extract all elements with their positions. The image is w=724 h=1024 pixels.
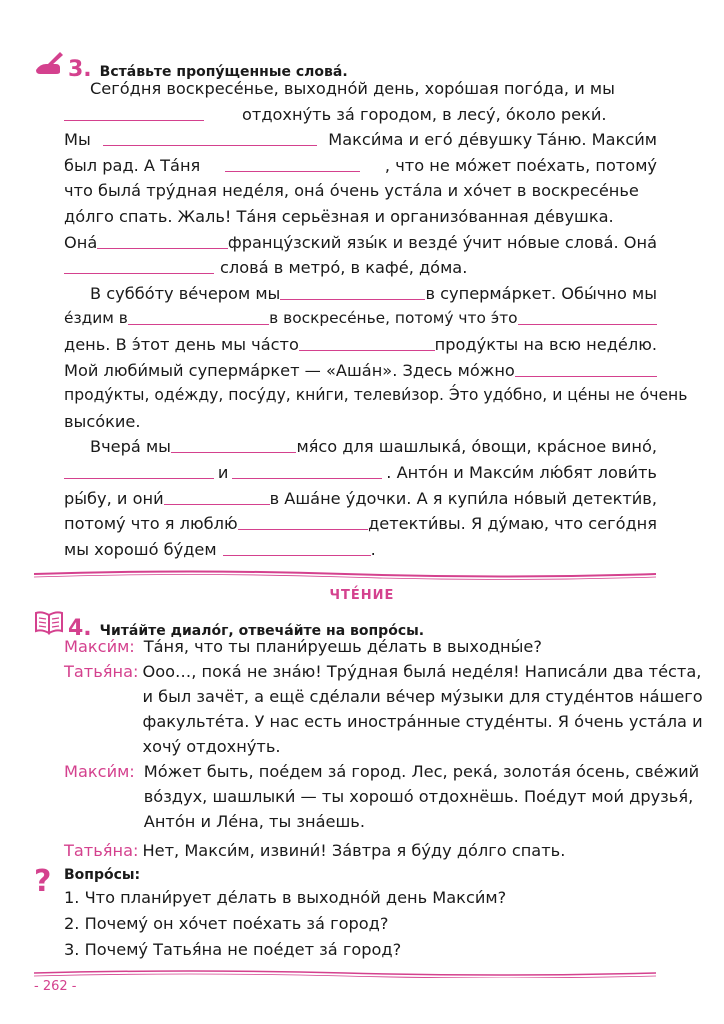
blank-field[interactable] (128, 306, 269, 325)
speech-text (144, 759, 699, 834)
text-line (64, 230, 657, 256)
blank-field[interactable] (238, 511, 368, 530)
blank-field[interactable] (171, 434, 296, 453)
blank-field[interactable] (103, 127, 317, 146)
text-segment: Сего́дня воскресе́нье, выходно́й день, хоро́шая пого́да, и мы (90, 79, 615, 98)
speech-line: Нет, Макси́м, извини́! За́втра я бу́ду до́лго спать. (142, 841, 566, 860)
blank-field[interactable] (64, 102, 204, 121)
exercise-title: Вста́вьте пропу́щенные слова́. (99, 64, 348, 80)
speaker-label: Татья́на: (64, 662, 139, 681)
question-item: 3. Почему́ Татья́на не пое́дет за́ город? (64, 940, 402, 959)
text-segment: . Анто́н и Макси́м лю́бят лови́ть (386, 462, 657, 482)
speech-line: Анто́н и Ле́на, ты зна́ешь. (143, 812, 365, 831)
text-line (64, 102, 657, 128)
text-segment: был рад. А Та́ня (64, 155, 201, 175)
speech-text (142, 659, 702, 759)
text-line (64, 537, 657, 563)
blank-field[interactable] (518, 306, 657, 325)
section-title: ЧТЕ́НИЕ (329, 588, 395, 603)
blank-field[interactable] (515, 358, 657, 377)
text-line (64, 409, 657, 435)
speech-line: факульте́та. У нас есть иностра́нные студе́нты. Я о́чень уста́ла и (142, 712, 703, 731)
text-segment: . (370, 539, 376, 559)
dialog-turn (64, 634, 664, 659)
text-segment: Мой люби́мый суперма́ркет — «Аша́н». Здесь мо́жно (64, 360, 515, 380)
exercise-number: 4. (68, 616, 92, 641)
blank-field[interactable] (225, 153, 360, 172)
speaker-label: Макси́м: (64, 762, 135, 781)
speech-line: Ооо…, пока́ не зна́ю! Тру́дная была́ неде́ля! Написа́ли два те́ста, (142, 662, 702, 681)
text-segment: отдохну́ть за́ городом, в лесу́, о́коло реки́. (242, 104, 607, 124)
footer-divider (34, 968, 656, 978)
text-segment: что была́ тру́дная неде́ля, она́ о́чень уста́ла и хо́чет в воскресе́нье (64, 181, 639, 201)
text-segment: в воскресе́нье, потому́ что э́то (269, 309, 518, 328)
blank-field[interactable] (299, 332, 435, 351)
blank-field[interactable] (64, 460, 214, 479)
blank-field[interactable] (232, 460, 382, 479)
text-line (64, 358, 657, 384)
question-item: 1. Что плани́рует де́лать в выходно́й день Макси́м? (64, 888, 507, 907)
text-line (64, 76, 657, 102)
text-segment: , что не мо́жет пое́хать, потому́ (384, 155, 657, 175)
text-segment: Мы (64, 130, 91, 150)
speech-line: во́здух, шашлыки́ — ты хорошо́ отдохнёшь. Пое́дут мои́ друзья́, (143, 787, 694, 806)
text-line (64, 460, 657, 486)
exercise-3-text (64, 76, 688, 562)
text-segment: В суббо́ту ве́чером мы (90, 283, 281, 303)
text-line (64, 383, 688, 409)
speech-text (142, 838, 565, 863)
blank-field[interactable] (223, 537, 371, 556)
text-line (64, 204, 657, 230)
text-line (64, 434, 657, 460)
blank-field[interactable] (280, 281, 425, 300)
text-segment: до́лго спать. Жаль! Та́ня серьёзная и организо́ванная де́вушка. (64, 206, 614, 226)
text-segment: день. В э́тот день мы ча́сто (64, 334, 299, 354)
text-segment: в Аша́не у́дочки. А я купи́ла но́вый детекти́в, (269, 488, 657, 508)
text-segment: потому́ что я люблю́ (64, 514, 238, 534)
dialog-turn (64, 838, 664, 863)
text-segment: е́здим в (64, 309, 128, 328)
text-segment: проду́кты на всю неде́лю. (434, 334, 657, 354)
dialog-turn (64, 759, 700, 834)
pencil-hand-icon (34, 50, 64, 76)
text-line (64, 281, 657, 307)
blank-field[interactable] (64, 255, 214, 274)
text-line (64, 486, 657, 512)
text-segment: детекти́вы. Я ду́маю, что сего́дня (368, 514, 657, 534)
text-line (64, 255, 657, 281)
text-line (64, 127, 657, 153)
text-segment: мя́со для шашлыка́, о́вощи, кра́сное вино́, (296, 437, 657, 457)
text-segment: Она́ (64, 232, 98, 252)
text-line (64, 511, 657, 537)
text-line (64, 332, 657, 358)
text-line (64, 306, 657, 332)
speech-text (144, 634, 542, 659)
text-segment: и (217, 462, 229, 482)
page-number: - 262 - (34, 979, 77, 994)
text-segment: Вчера́ мы (90, 437, 171, 457)
text-segment: высо́кие. (64, 411, 141, 431)
section-divider (34, 568, 656, 580)
speech-line: Та́ня, что ты плани́руешь де́лать в выходны́е? (143, 637, 542, 656)
text-segment: в суперма́ркет. Обы́чно мы (425, 283, 657, 303)
speaker-label: Татья́на: (64, 841, 139, 860)
dialog-turn (64, 659, 703, 759)
text-segment: ры́бу, и они́ (64, 488, 164, 508)
blank-field[interactable] (164, 486, 270, 505)
speech-line: хочу́ отдохну́ть. (142, 737, 281, 756)
speech-line: Мо́жет быть, пое́дем за́ город. Лес, река́, золота́я о́сень, све́жий (143, 762, 700, 781)
questions-title: Вопро́сы: (64, 867, 141, 883)
open-book-icon (34, 609, 64, 635)
speaker-label: Макси́м: (64, 637, 135, 656)
text-segment: францу́зский язы́к и везде́ у́чит но́вые слова́. Она́ (227, 232, 657, 252)
text-line (64, 178, 657, 204)
text-segment: мы хорошо́ бу́дем (64, 539, 217, 559)
dialog (64, 634, 703, 863)
text-segment: Макси́ма и его́ де́вушку Та́ню. Макси́м (328, 130, 657, 150)
text-segment: слова́ в метро́, в кафе́, до́ма. (220, 258, 468, 278)
questions-list (64, 885, 506, 963)
text-segment: проду́кты, оде́жду, посу́ду, кни́ги, телеви́зор. Э́то удо́бно, и це́ны не о́чень (64, 386, 688, 405)
text-line (64, 153, 657, 179)
blank-field[interactable] (97, 230, 228, 249)
question-item: 2. Почему́ он хо́чет пое́хать за́ город? (64, 914, 389, 933)
exercise-title: Чита́йте диало́г, отвеча́йте на вопро́сы. (99, 623, 425, 639)
exercise-number: 3. (68, 57, 92, 82)
speech-line: и был зачёт, а ещё сде́лали ве́чер му́зыки для студе́нтов на́шего (142, 687, 703, 706)
question-mark-icon: ? (34, 864, 52, 899)
